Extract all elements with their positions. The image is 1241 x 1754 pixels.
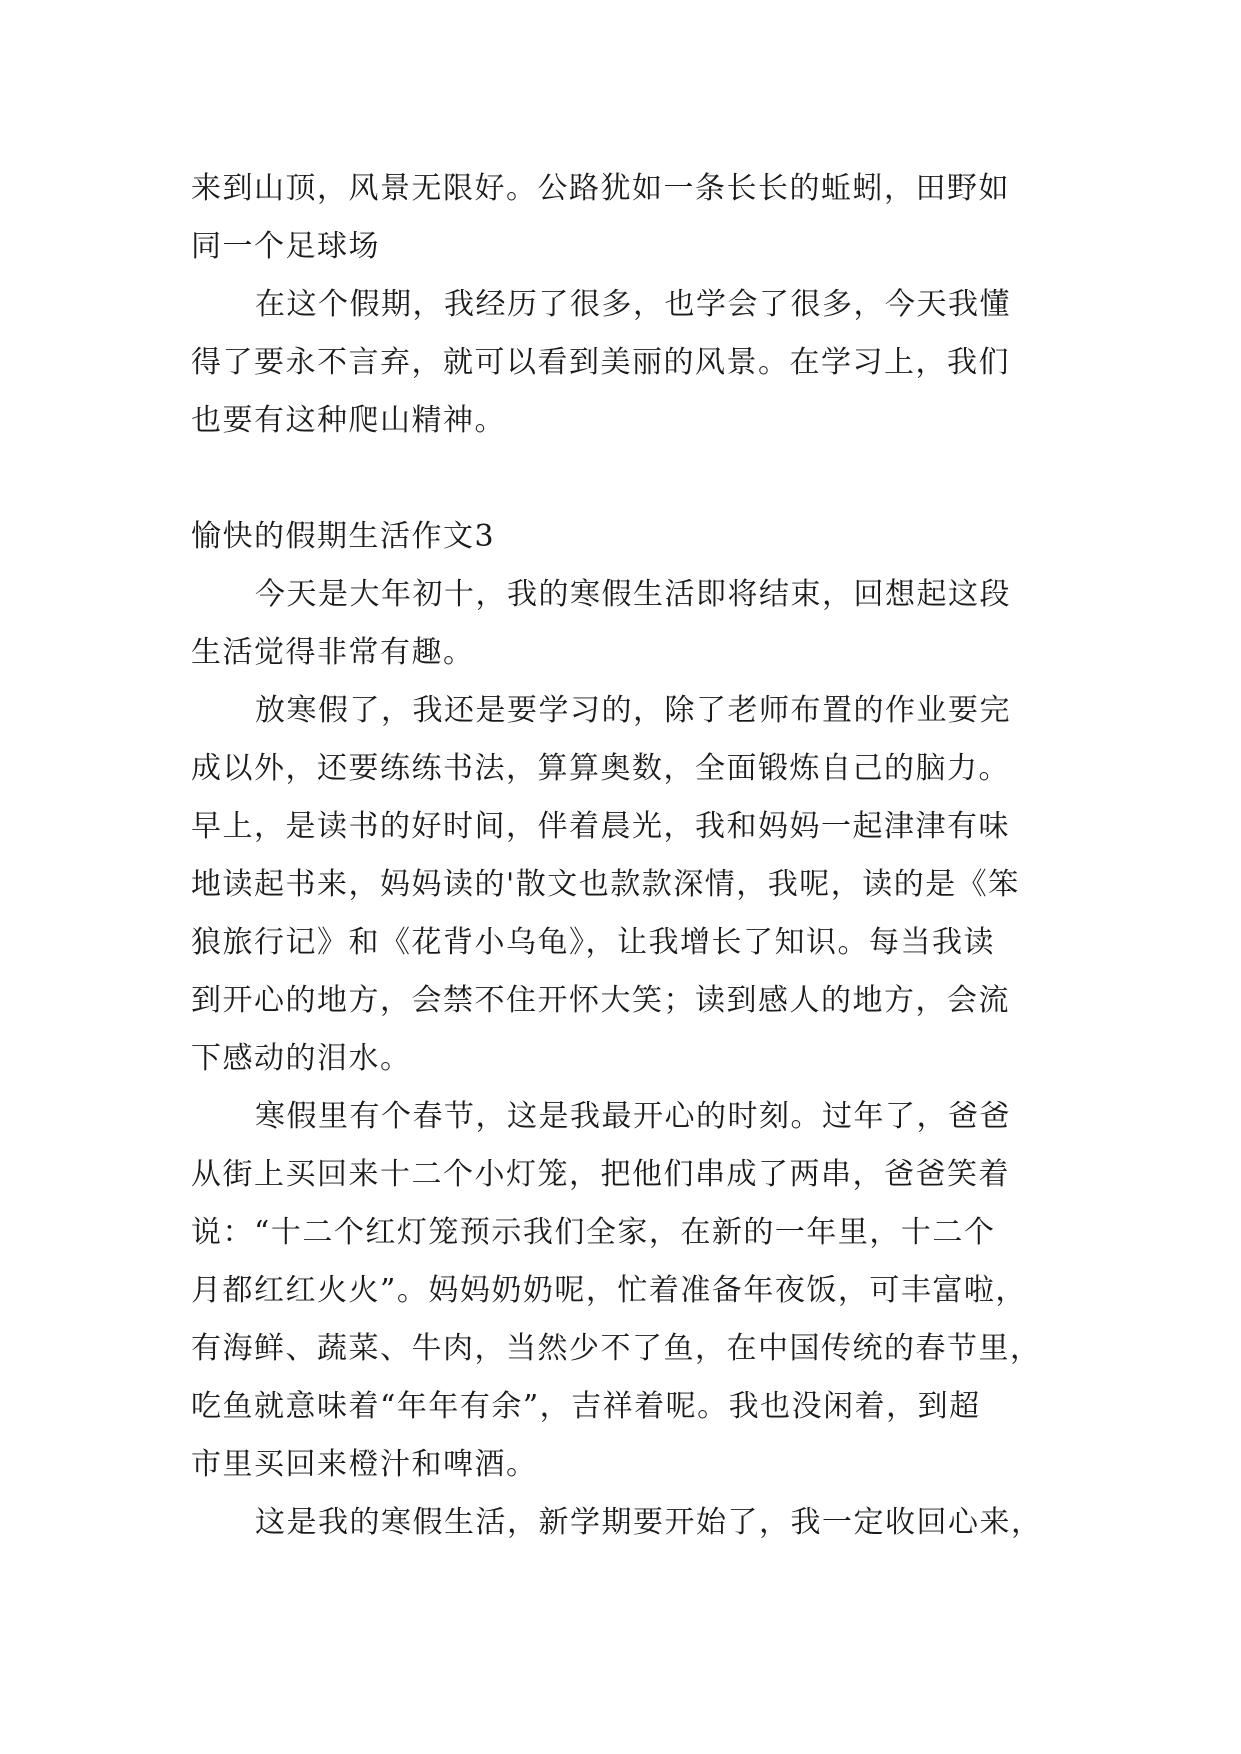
text-line: 有海鲜、蔬菜、牛肉，当然少不了鱼，在中国传统的春节里， — [191, 1331, 1042, 1366]
text-line: 同一个足球场 — [191, 229, 380, 264]
text-line: 成以外，还要练练书法，算算奥数，全面锻炼自己的脑力。 — [191, 751, 1010, 786]
paragraph-start: 今天是大年初十，我的寒假生活即将结束，回想起这段 — [255, 577, 1011, 612]
paragraph-start: 寒假里有个春节，这是我最开心的时刻。过年了，爸爸 — [255, 1099, 1011, 1134]
text-line: 生活觉得非常有趣。 — [191, 635, 475, 670]
paragraph-start: 这是我的寒假生活，新学期要开始了，我一定收回心来， — [255, 1505, 1043, 1540]
text-line: 说：“十二个红灯笼预示我们全家，在新的一年里，十二个 — [191, 1215, 996, 1250]
text-line: 市里买回来橙汁和啤酒。 — [191, 1447, 538, 1482]
text-line: 到开心的地方，会禁不住开怀大笑；读到感人的地方，会流 — [191, 983, 1010, 1018]
document-body — [191, 160, 1071, 1552]
text-line: 从街上买回来十二个小灯笼，把他们串成了两串，爸爸笑着 — [191, 1157, 1010, 1192]
text-line: 吃鱼就意味着“年年有余”，吉祥着呢。我也没闲着，到超 — [191, 1389, 981, 1424]
text-line: 地读起书来，妈妈读的'散文也款款深情，我呢，读的是《笨 — [191, 867, 1020, 902]
text-line: 下感动的泪水。 — [191, 1041, 412, 1076]
text-line: 得了要永不言弃，就可以看到美丽的风景。在学习上，我们 — [191, 345, 1010, 380]
text-line: 早上，是读书的好时间，伴着晨光，我和妈妈一起津津有味 — [191, 809, 1010, 844]
text-line: 狼旅行记》和《花背小乌龟》，让我增长了知识。每当我读 — [191, 925, 995, 960]
text-line: 月都红红火火”。妈妈奶奶呢，忙着准备年夜饭，可丰富啦， — [191, 1273, 1027, 1308]
blank-line — [191, 450, 1071, 508]
paragraph-start: 放寒假了，我还是要学习的，除了老师布置的作业要完 — [255, 693, 1011, 728]
section-heading: 愉快的假期生活作文3 — [191, 519, 496, 554]
paragraph-start: 在这个假期，我经历了很多，也学会了很多，今天我懂 — [255, 287, 1011, 322]
text-line: 也要有这种爬山精神。 — [191, 403, 506, 438]
text-line: 来到山顶，风景无限好。公路犹如一条长长的蚯蚓，田野如 — [191, 171, 1010, 206]
